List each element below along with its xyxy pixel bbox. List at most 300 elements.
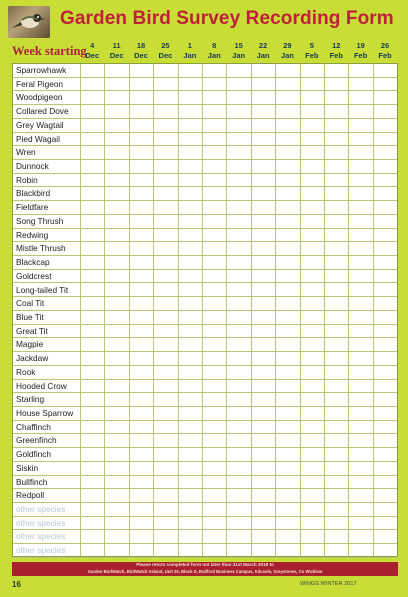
count-cell[interactable] — [129, 229, 153, 243]
count-cell[interactable] — [348, 174, 372, 188]
count-cell[interactable] — [251, 434, 275, 448]
count-cell[interactable] — [226, 476, 250, 490]
count-cell[interactable] — [129, 284, 153, 298]
count-cell[interactable] — [300, 242, 324, 256]
count-cell[interactable] — [202, 78, 226, 92]
count-cell[interactable] — [226, 393, 250, 407]
count-cell[interactable] — [178, 393, 202, 407]
count-cell[interactable] — [80, 380, 104, 394]
count-cell[interactable] — [202, 544, 226, 558]
count-cell[interactable] — [104, 325, 128, 339]
count-cell[interactable] — [348, 393, 372, 407]
count-cell[interactable] — [324, 105, 348, 119]
count-cell[interactable] — [129, 105, 153, 119]
count-cell[interactable] — [226, 146, 250, 160]
count-cell[interactable] — [348, 256, 372, 270]
count-cell[interactable] — [129, 133, 153, 147]
count-cell[interactable] — [178, 133, 202, 147]
count-cell[interactable] — [178, 530, 202, 544]
count-cell[interactable] — [202, 64, 226, 78]
count-cell[interactable] — [300, 229, 324, 243]
count-cell[interactable] — [153, 187, 177, 201]
count-cell[interactable] — [153, 229, 177, 243]
count-cell[interactable] — [251, 105, 275, 119]
count-cell[interactable] — [80, 448, 104, 462]
count-cell[interactable] — [300, 434, 324, 448]
count-cell[interactable] — [178, 174, 202, 188]
count-cell[interactable] — [129, 503, 153, 517]
count-cell[interactable] — [348, 366, 372, 380]
count-cell[interactable] — [373, 544, 397, 558]
count-cell[interactable] — [226, 489, 250, 503]
count-cell[interactable] — [348, 64, 372, 78]
count-cell[interactable] — [275, 325, 299, 339]
count-cell[interactable] — [373, 503, 397, 517]
count-cell[interactable] — [202, 503, 226, 517]
count-cell[interactable] — [324, 476, 348, 490]
count-cell[interactable] — [129, 146, 153, 160]
count-cell[interactable] — [324, 187, 348, 201]
count-cell[interactable] — [348, 448, 372, 462]
count-cell[interactable] — [80, 297, 104, 311]
count-cell[interactable] — [178, 407, 202, 421]
count-cell[interactable] — [153, 256, 177, 270]
count-cell[interactable] — [178, 284, 202, 298]
count-cell[interactable] — [80, 338, 104, 352]
count-cell[interactable] — [178, 338, 202, 352]
count-cell[interactable] — [324, 284, 348, 298]
count-cell[interactable] — [324, 311, 348, 325]
count-cell[interactable] — [300, 64, 324, 78]
count-cell[interactable] — [226, 517, 250, 531]
count-cell[interactable] — [373, 297, 397, 311]
count-cell[interactable] — [275, 421, 299, 435]
count-cell[interactable] — [251, 448, 275, 462]
count-cell[interactable] — [251, 338, 275, 352]
count-cell[interactable] — [178, 503, 202, 517]
count-cell[interactable] — [251, 380, 275, 394]
count-cell[interactable] — [300, 366, 324, 380]
count-cell[interactable] — [129, 187, 153, 201]
count-cell[interactable] — [226, 352, 250, 366]
count-cell[interactable] — [373, 133, 397, 147]
count-cell[interactable] — [324, 407, 348, 421]
count-cell[interactable] — [373, 174, 397, 188]
count-cell[interactable] — [300, 174, 324, 188]
count-cell[interactable] — [104, 476, 128, 490]
count-cell[interactable] — [104, 352, 128, 366]
count-cell[interactable] — [178, 489, 202, 503]
count-cell[interactable] — [251, 489, 275, 503]
count-cell[interactable] — [324, 448, 348, 462]
count-cell[interactable] — [373, 311, 397, 325]
count-cell[interactable] — [275, 229, 299, 243]
count-cell[interactable] — [373, 229, 397, 243]
count-cell[interactable] — [251, 215, 275, 229]
count-cell[interactable] — [178, 352, 202, 366]
count-cell[interactable] — [373, 325, 397, 339]
count-cell[interactable] — [226, 78, 250, 92]
count-cell[interactable] — [104, 229, 128, 243]
count-cell[interactable] — [275, 133, 299, 147]
count-cell[interactable] — [251, 160, 275, 174]
count-cell[interactable] — [251, 187, 275, 201]
count-cell[interactable] — [202, 215, 226, 229]
count-cell[interactable] — [348, 503, 372, 517]
count-cell[interactable] — [348, 462, 372, 476]
count-cell[interactable] — [80, 530, 104, 544]
count-cell[interactable] — [202, 119, 226, 133]
count-cell[interactable] — [275, 284, 299, 298]
count-cell[interactable] — [104, 64, 128, 78]
count-cell[interactable] — [153, 215, 177, 229]
count-cell[interactable] — [226, 530, 250, 544]
count-cell[interactable] — [275, 64, 299, 78]
count-cell[interactable] — [373, 393, 397, 407]
count-cell[interactable] — [275, 146, 299, 160]
count-cell[interactable] — [104, 407, 128, 421]
count-cell[interactable] — [202, 242, 226, 256]
count-cell[interactable] — [348, 160, 372, 174]
count-cell[interactable] — [80, 325, 104, 339]
count-cell[interactable] — [80, 133, 104, 147]
count-cell[interactable] — [348, 489, 372, 503]
count-cell[interactable] — [275, 242, 299, 256]
count-cell[interactable] — [104, 78, 128, 92]
count-cell[interactable] — [104, 284, 128, 298]
count-cell[interactable] — [202, 174, 226, 188]
count-cell[interactable] — [178, 105, 202, 119]
count-cell[interactable] — [129, 489, 153, 503]
count-cell[interactable] — [202, 380, 226, 394]
count-cell[interactable] — [373, 201, 397, 215]
count-cell[interactable] — [373, 380, 397, 394]
count-cell[interactable] — [226, 91, 250, 105]
count-cell[interactable] — [153, 503, 177, 517]
count-cell[interactable] — [153, 448, 177, 462]
count-cell[interactable] — [104, 215, 128, 229]
count-cell[interactable] — [275, 119, 299, 133]
count-cell[interactable] — [348, 434, 372, 448]
count-cell[interactable] — [348, 352, 372, 366]
count-cell[interactable] — [275, 544, 299, 558]
count-cell[interactable] — [104, 297, 128, 311]
count-cell[interactable] — [178, 462, 202, 476]
count-cell[interactable] — [226, 242, 250, 256]
count-cell[interactable] — [226, 64, 250, 78]
count-cell[interactable] — [324, 325, 348, 339]
count-cell[interactable] — [104, 174, 128, 188]
count-cell[interactable] — [348, 544, 372, 558]
count-cell[interactable] — [80, 517, 104, 531]
count-cell[interactable] — [129, 530, 153, 544]
count-cell[interactable] — [324, 201, 348, 215]
count-cell[interactable] — [226, 284, 250, 298]
count-cell[interactable] — [226, 133, 250, 147]
count-cell[interactable] — [348, 242, 372, 256]
count-cell[interactable] — [202, 270, 226, 284]
count-cell[interactable] — [129, 325, 153, 339]
count-cell[interactable] — [226, 380, 250, 394]
count-cell[interactable] — [104, 133, 128, 147]
count-cell[interactable] — [104, 270, 128, 284]
count-cell[interactable] — [202, 530, 226, 544]
count-cell[interactable] — [226, 105, 250, 119]
count-cell[interactable] — [251, 544, 275, 558]
count-cell[interactable] — [251, 421, 275, 435]
count-cell[interactable] — [80, 146, 104, 160]
count-cell[interactable] — [251, 64, 275, 78]
count-cell[interactable] — [80, 284, 104, 298]
count-cell[interactable] — [226, 229, 250, 243]
count-cell[interactable] — [202, 133, 226, 147]
count-cell[interactable] — [226, 462, 250, 476]
count-cell[interactable] — [275, 503, 299, 517]
count-cell[interactable] — [80, 242, 104, 256]
count-cell[interactable] — [202, 311, 226, 325]
count-cell[interactable] — [104, 105, 128, 119]
count-cell[interactable] — [202, 297, 226, 311]
count-cell[interactable] — [324, 366, 348, 380]
count-cell[interactable] — [153, 325, 177, 339]
count-cell[interactable] — [202, 489, 226, 503]
count-cell[interactable] — [300, 215, 324, 229]
count-cell[interactable] — [153, 338, 177, 352]
count-cell[interactable] — [153, 174, 177, 188]
count-cell[interactable] — [178, 229, 202, 243]
count-cell[interactable] — [129, 297, 153, 311]
count-cell[interactable] — [373, 146, 397, 160]
count-cell[interactable] — [373, 517, 397, 531]
count-cell[interactable] — [104, 256, 128, 270]
count-cell[interactable] — [226, 215, 250, 229]
count-cell[interactable] — [80, 64, 104, 78]
count-cell[interactable] — [153, 64, 177, 78]
count-cell[interactable] — [129, 91, 153, 105]
count-cell[interactable] — [153, 462, 177, 476]
count-cell[interactable] — [373, 105, 397, 119]
count-cell[interactable] — [324, 78, 348, 92]
count-cell[interactable] — [178, 434, 202, 448]
count-cell[interactable] — [373, 256, 397, 270]
count-cell[interactable] — [275, 311, 299, 325]
count-cell[interactable] — [202, 476, 226, 490]
count-cell[interactable] — [80, 256, 104, 270]
count-cell[interactable] — [373, 489, 397, 503]
count-cell[interactable] — [348, 201, 372, 215]
count-cell[interactable] — [300, 311, 324, 325]
count-cell[interactable] — [104, 517, 128, 531]
count-cell[interactable] — [226, 421, 250, 435]
count-cell[interactable] — [300, 146, 324, 160]
count-cell[interactable] — [348, 146, 372, 160]
count-cell[interactable] — [226, 338, 250, 352]
count-cell[interactable] — [226, 407, 250, 421]
count-cell[interactable] — [104, 421, 128, 435]
count-cell[interactable] — [178, 119, 202, 133]
count-cell[interactable] — [348, 187, 372, 201]
count-cell[interactable] — [104, 91, 128, 105]
count-cell[interactable] — [153, 105, 177, 119]
count-cell[interactable] — [153, 407, 177, 421]
count-cell[interactable] — [373, 242, 397, 256]
count-cell[interactable] — [80, 421, 104, 435]
count-cell[interactable] — [251, 517, 275, 531]
count-cell[interactable] — [300, 338, 324, 352]
count-cell[interactable] — [153, 146, 177, 160]
count-cell[interactable] — [226, 256, 250, 270]
count-cell[interactable] — [300, 476, 324, 490]
count-cell[interactable] — [324, 297, 348, 311]
count-cell[interactable] — [348, 270, 372, 284]
count-cell[interactable] — [275, 352, 299, 366]
count-cell[interactable] — [202, 434, 226, 448]
count-cell[interactable] — [104, 201, 128, 215]
count-cell[interactable] — [251, 366, 275, 380]
count-cell[interactable] — [324, 380, 348, 394]
count-cell[interactable] — [129, 64, 153, 78]
count-cell[interactable] — [202, 517, 226, 531]
count-cell[interactable] — [300, 256, 324, 270]
count-cell[interactable] — [178, 311, 202, 325]
count-cell[interactable] — [153, 530, 177, 544]
count-cell[interactable] — [178, 78, 202, 92]
count-cell[interactable] — [202, 187, 226, 201]
count-cell[interactable] — [300, 270, 324, 284]
count-cell[interactable] — [373, 119, 397, 133]
count-cell[interactable] — [324, 64, 348, 78]
count-cell[interactable] — [300, 407, 324, 421]
count-cell[interactable] — [324, 91, 348, 105]
count-cell[interactable] — [300, 530, 324, 544]
count-cell[interactable] — [300, 421, 324, 435]
count-cell[interactable] — [80, 393, 104, 407]
count-cell[interactable] — [129, 256, 153, 270]
count-cell[interactable] — [202, 201, 226, 215]
count-cell[interactable] — [153, 544, 177, 558]
count-cell[interactable] — [275, 380, 299, 394]
count-cell[interactable] — [373, 352, 397, 366]
count-cell[interactable] — [348, 407, 372, 421]
count-cell[interactable] — [373, 407, 397, 421]
count-cell[interactable] — [348, 119, 372, 133]
count-cell[interactable] — [153, 284, 177, 298]
count-cell[interactable] — [251, 174, 275, 188]
count-cell[interactable] — [153, 297, 177, 311]
count-cell[interactable] — [251, 201, 275, 215]
count-cell[interactable] — [153, 270, 177, 284]
count-cell[interactable] — [129, 544, 153, 558]
count-cell[interactable] — [129, 476, 153, 490]
count-cell[interactable] — [251, 407, 275, 421]
count-cell[interactable] — [324, 160, 348, 174]
count-cell[interactable] — [104, 366, 128, 380]
count-cell[interactable] — [251, 229, 275, 243]
count-cell[interactable] — [80, 270, 104, 284]
count-cell[interactable] — [104, 338, 128, 352]
count-cell[interactable] — [251, 311, 275, 325]
count-cell[interactable] — [226, 366, 250, 380]
count-cell[interactable] — [202, 91, 226, 105]
count-cell[interactable] — [251, 242, 275, 256]
count-cell[interactable] — [129, 78, 153, 92]
count-cell[interactable] — [300, 393, 324, 407]
count-cell[interactable] — [104, 393, 128, 407]
count-cell[interactable] — [129, 160, 153, 174]
count-cell[interactable] — [129, 462, 153, 476]
count-cell[interactable] — [129, 421, 153, 435]
count-cell[interactable] — [300, 284, 324, 298]
count-cell[interactable] — [348, 297, 372, 311]
count-cell[interactable] — [104, 489, 128, 503]
count-cell[interactable] — [226, 174, 250, 188]
count-cell[interactable] — [324, 530, 348, 544]
count-cell[interactable] — [153, 119, 177, 133]
count-cell[interactable] — [202, 229, 226, 243]
count-cell[interactable] — [324, 421, 348, 435]
count-cell[interactable] — [178, 91, 202, 105]
count-cell[interactable] — [178, 270, 202, 284]
count-cell[interactable] — [275, 338, 299, 352]
count-cell[interactable] — [178, 215, 202, 229]
count-cell[interactable] — [104, 311, 128, 325]
count-cell[interactable] — [226, 311, 250, 325]
count-cell[interactable] — [129, 174, 153, 188]
count-cell[interactable] — [129, 517, 153, 531]
count-cell[interactable] — [178, 517, 202, 531]
count-cell[interactable] — [300, 517, 324, 531]
count-cell[interactable] — [104, 187, 128, 201]
count-cell[interactable] — [153, 91, 177, 105]
count-cell[interactable] — [300, 201, 324, 215]
count-cell[interactable] — [251, 133, 275, 147]
count-cell[interactable] — [104, 380, 128, 394]
count-cell[interactable] — [324, 215, 348, 229]
count-cell[interactable] — [80, 105, 104, 119]
count-cell[interactable] — [348, 530, 372, 544]
count-cell[interactable] — [104, 544, 128, 558]
count-cell[interactable] — [153, 434, 177, 448]
count-cell[interactable] — [348, 311, 372, 325]
count-cell[interactable] — [348, 421, 372, 435]
count-cell[interactable] — [324, 544, 348, 558]
count-cell[interactable] — [275, 476, 299, 490]
count-cell[interactable] — [251, 503, 275, 517]
count-cell[interactable] — [324, 503, 348, 517]
count-cell[interactable] — [226, 434, 250, 448]
count-cell[interactable] — [202, 421, 226, 435]
count-cell[interactable] — [178, 242, 202, 256]
count-cell[interactable] — [104, 146, 128, 160]
count-cell[interactable] — [178, 421, 202, 435]
count-cell[interactable] — [324, 434, 348, 448]
count-cell[interactable] — [129, 380, 153, 394]
count-cell[interactable] — [226, 201, 250, 215]
count-cell[interactable] — [153, 476, 177, 490]
count-cell[interactable] — [348, 215, 372, 229]
count-cell[interactable] — [226, 544, 250, 558]
count-cell[interactable] — [202, 160, 226, 174]
count-cell[interactable] — [275, 489, 299, 503]
count-cell[interactable] — [348, 517, 372, 531]
count-cell[interactable] — [80, 476, 104, 490]
count-cell[interactable] — [373, 187, 397, 201]
count-cell[interactable] — [373, 421, 397, 435]
count-cell[interactable] — [300, 352, 324, 366]
count-cell[interactable] — [373, 270, 397, 284]
count-cell[interactable] — [129, 338, 153, 352]
count-cell[interactable] — [226, 448, 250, 462]
